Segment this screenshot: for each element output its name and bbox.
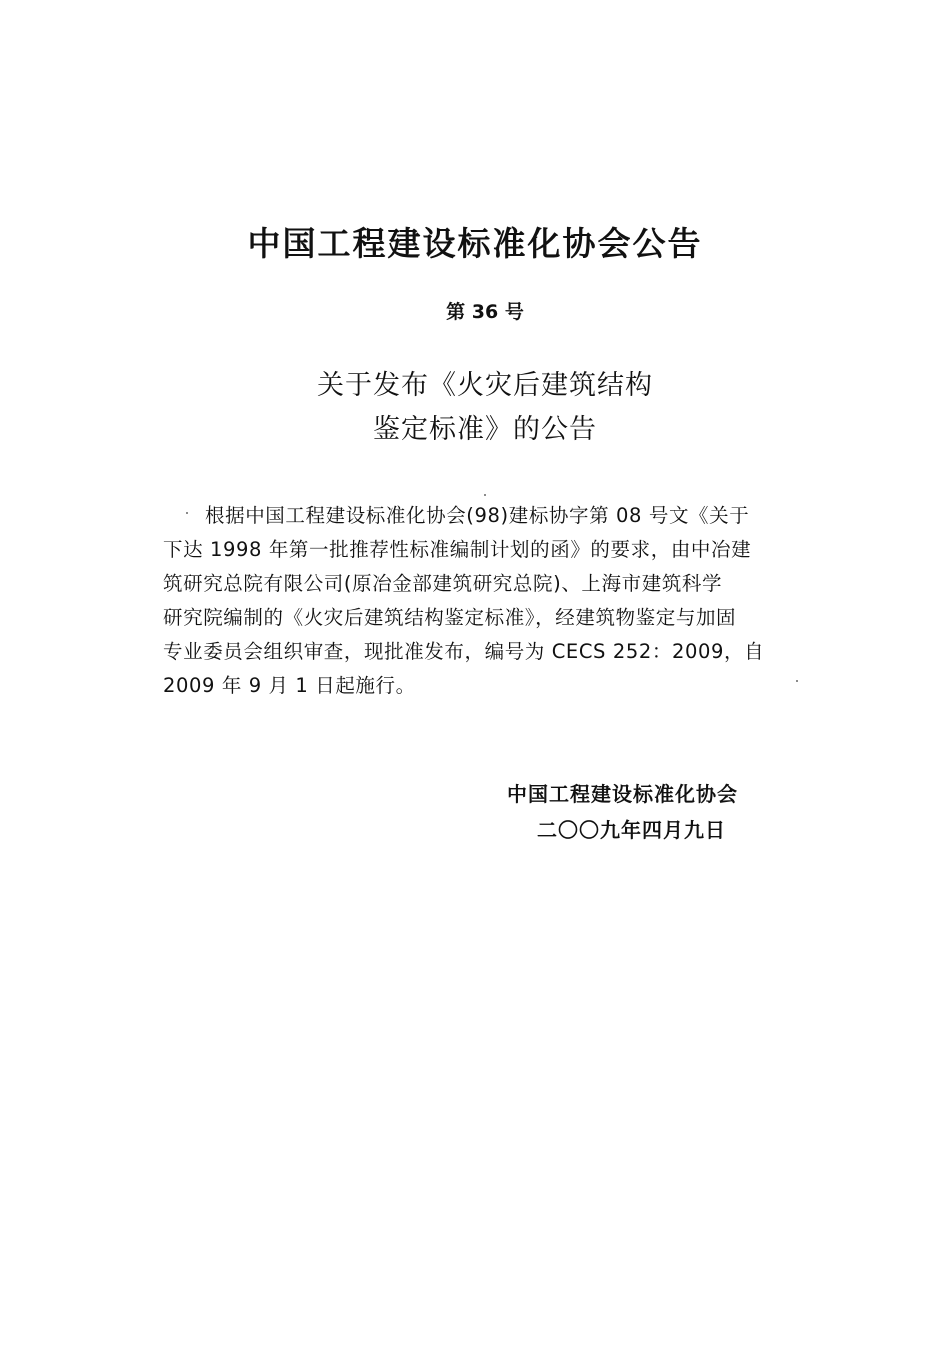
notice-subtitle-line-1: 关于发布《火灾后建筑结构: [317, 370, 653, 401]
notice-subtitle-line-2: 鉴定标准》的公告: [373, 414, 597, 445]
scan-speck: [186, 512, 188, 514]
scan-speck: [484, 494, 486, 496]
body-paragraph-line: 研究院编制的《火灾后建筑结构鉴定标准》，经建筑物鉴定与加固: [163, 606, 737, 629]
scan-speck: [796, 680, 798, 682]
notice-number: 第 36 号: [446, 301, 524, 323]
body-paragraph-line: 根据中国工程建设标准化协会(98)建标协字第 08 号文《关于: [205, 504, 750, 527]
body-paragraph-line: 下达 1998 年第一批推荐性标准编制计划的函》的要求，由中冶建: [163, 538, 752, 561]
signature-date: 二〇〇九年四月九日: [537, 818, 726, 842]
body-paragraph-line: 筑研究总院有限公司(原冶金部建筑研究总院)、上海市建筑科学: [163, 572, 723, 595]
body-paragraph-line: 专业委员会组织审查，现批准发布，编号为 CECS 252：2009，自: [163, 640, 765, 663]
signature-organization: 中国工程建设标准化协会: [507, 782, 738, 806]
document-title: 中国工程建设标准化协会公告: [247, 224, 703, 263]
body-paragraph-line: 2009 年 9 月 1 日起施行。: [163, 674, 416, 697]
